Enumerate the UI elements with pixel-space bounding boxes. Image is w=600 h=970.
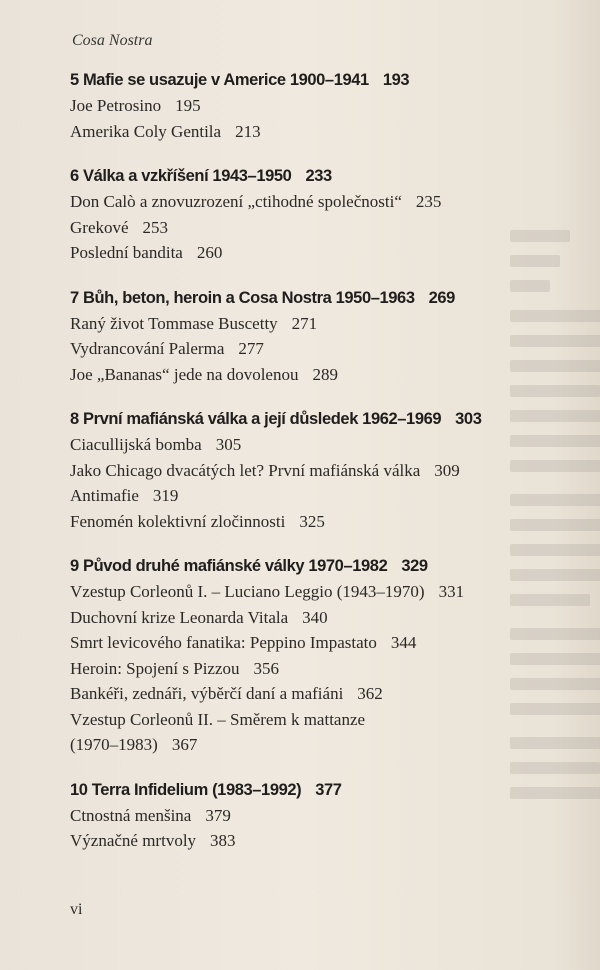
page-number: vi <box>70 901 83 918</box>
entry-title: (1970–1983) <box>70 735 158 754</box>
toc-entry <box>70 362 570 388</box>
running-head: Cosa Nostra <box>72 32 153 49</box>
chapter-page-number: 193 <box>382 71 410 89</box>
entry-title: Bankéři, zednáři, výběrčí daní a mafiáni <box>70 684 344 703</box>
toc-entry <box>70 656 570 682</box>
chapter-heading <box>70 163 570 189</box>
toc-entry <box>70 458 570 484</box>
entry-page-number: 383 <box>210 831 236 850</box>
entry-page-number: 344 <box>390 633 417 652</box>
entry-page-number: 362 <box>357 684 383 703</box>
chapter-heading <box>70 777 570 803</box>
toc-entry <box>70 579 570 605</box>
toc-chapter <box>70 777 570 854</box>
entry-title: Vzestup Corleonů II. – Směrem k mattanze <box>70 709 366 729</box>
entry-title: Joe Petrosino <box>70 96 162 115</box>
toc-chapter <box>70 285 570 388</box>
toc-entry <box>70 828 570 854</box>
entry-title: Joe „Bananas“ jede na dovolenou <box>70 364 299 384</box>
chapter-page-number: 233 <box>305 167 332 185</box>
entry-page-number: 271 <box>291 313 318 333</box>
chapter-heading <box>70 67 570 93</box>
entry-page-number: 340 <box>302 607 328 627</box>
entry-page-number: 277 <box>238 339 264 358</box>
chapter-heading <box>70 285 570 311</box>
entry-title: Poslední bandita <box>70 243 183 262</box>
entry-title: Vydrancování Palerma <box>70 339 225 358</box>
toc-entry <box>70 803 570 829</box>
toc-entry <box>70 732 570 758</box>
entry-page-number: 331 <box>438 582 465 601</box>
toc-entry <box>70 509 570 535</box>
entry-page-number: 305 <box>215 435 242 454</box>
chapter-title: 6 Válka a vzkříšení 1943–1950 <box>70 167 292 185</box>
toc-entry <box>70 630 570 656</box>
entry-page-number: 235 <box>415 192 442 211</box>
toc-entry <box>70 432 570 458</box>
entry-page-number: 309 <box>434 460 460 480</box>
entry-title: Jako Chicago dvacátých let? První mafiánská válka <box>70 460 421 480</box>
entry-title: Vzestup Corleonů I. – Luciano Leggio (1943–1970) <box>70 582 425 601</box>
entry-page-number: 253 <box>142 217 169 237</box>
toc-chapter <box>70 553 570 758</box>
entry-title: Význačné mrtvoly <box>70 831 197 850</box>
entry-title: Ciacullijská bomba <box>70 435 202 454</box>
entry-title: Ctnostná menšina <box>70 805 192 825</box>
chapter-title: 7 Bůh, beton, heroin a Cosa Nostra 1950–1963 <box>70 288 415 307</box>
chapter-page-number: 329 <box>401 557 428 575</box>
entry-title: Fenomén kolektivní zločinnosti <box>70 511 286 531</box>
entry-title: Don Calò a znovuzrození „ctihodné společnosti“ <box>70 192 402 211</box>
chapter-title: 5 Mafie se usazuje v Americe 1900–1941 <box>70 71 369 89</box>
toc-chapter <box>70 67 570 144</box>
toc-entry <box>70 311 570 337</box>
toc-entry <box>70 93 570 119</box>
table-of-contents <box>70 67 570 873</box>
chapter-heading <box>70 406 570 432</box>
entry-title: Antimafie <box>70 486 139 505</box>
entry-title: Smrt levicového fanatika: Peppino Impastato <box>70 633 377 652</box>
chapter-title: 8 První mafiánská válka a její důsledek 1962–1969 <box>70 410 442 428</box>
entry-page-number: 213 <box>235 121 261 141</box>
toc-entry <box>70 483 570 509</box>
chapter-title: 10 Terra Infidelium (1983–1992) <box>70 780 302 799</box>
chapter-heading <box>70 553 570 579</box>
toc-chapter <box>70 163 570 266</box>
entry-page-number: 379 <box>205 805 231 825</box>
entry-page-number: 356 <box>253 658 280 678</box>
toc-entry <box>70 605 570 631</box>
entry-page-number: 319 <box>152 486 179 505</box>
toc-entry <box>70 336 570 362</box>
chapter-page-number: 303 <box>455 410 482 428</box>
entry-page-number: 367 <box>171 735 198 754</box>
entry-page-number: 195 <box>175 96 201 115</box>
toc-chapter <box>70 406 570 534</box>
entry-page-number: 325 <box>299 511 325 531</box>
chapter-page-number: 269 <box>428 288 455 307</box>
toc-entry <box>70 119 570 145</box>
toc-entry <box>70 189 570 215</box>
toc-entry <box>70 707 570 733</box>
chapter-title: 9 Původ druhé mafiánské války 1970–1982 <box>70 557 388 575</box>
entry-page-number: 289 <box>312 364 338 384</box>
chapter-page-number: 377 <box>315 780 342 799</box>
toc-entry <box>70 240 570 266</box>
entry-title: Raný život Tommase Buscetty <box>70 313 278 333</box>
toc-entry <box>70 681 570 707</box>
entry-page-number: 260 <box>196 243 223 262</box>
toc-entry <box>70 215 570 241</box>
entry-title: Heroin: Spojení s Pizzou <box>70 658 240 678</box>
entry-title: Duchovní krize Leonarda Vitala <box>70 607 289 627</box>
entry-title: Amerika Coly Gentila <box>70 121 222 141</box>
entry-title: Grekové <box>70 217 129 237</box>
